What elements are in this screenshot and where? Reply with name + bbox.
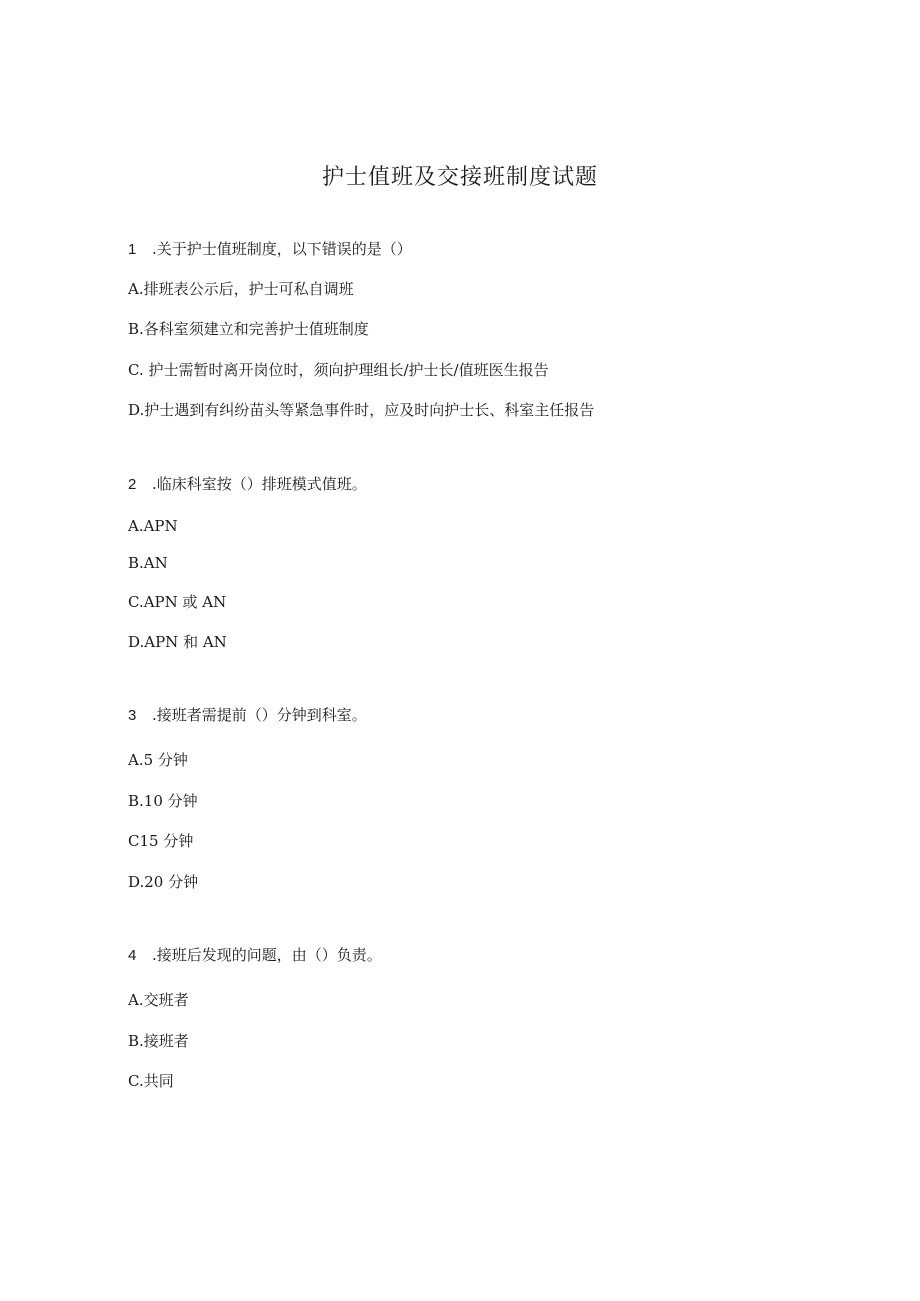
- question-1-option-a: A.排班表公示后，护士可私自调班: [128, 280, 354, 298]
- page-title: 护士值班及交接班制度试题: [321, 165, 598, 190]
- question-3-option-c: C15 分钟: [128, 832, 194, 850]
- question-text: .临床科室按（）排班模式值班。: [152, 475, 367, 493]
- question-1-option-c: C. 护士需暂时离开岗位时，须向护理组长/护士长/值班医生报告: [128, 361, 549, 379]
- question-3-option-b: B.10 分钟: [128, 792, 198, 810]
- question-3-option-d: D.20 分钟: [128, 873, 199, 891]
- question-number: 2: [128, 476, 137, 493]
- question-4-option-b: B.接班者: [128, 1032, 189, 1050]
- question-2-option-b: B.AN: [128, 554, 168, 572]
- question-number: 1: [128, 241, 137, 258]
- question-text: .接班后发现的问题，由（）负责。: [152, 946, 382, 964]
- question-2-stem: [128, 474, 367, 495]
- question-text: .接班者需提前（）分钟到科室。: [152, 706, 367, 724]
- question-4-option-a: A.交班者: [128, 991, 189, 1009]
- question-text: .关于护士值班制度，以下错误的是（）: [152, 240, 412, 258]
- question-2-option-a: A.APN: [128, 517, 178, 535]
- question-number: 4: [128, 947, 137, 964]
- question-number: 3: [128, 707, 137, 724]
- question-1-stem: [128, 239, 412, 260]
- question-3-option-a: A.5 分钟: [128, 751, 188, 769]
- question-2-option-d: D.APN 和 AN: [128, 633, 227, 651]
- question-4-option-c: C.共同: [128, 1072, 174, 1090]
- question-3-stem: [128, 705, 367, 726]
- question-2-option-c: C.APN 或 AN: [128, 593, 227, 611]
- question-1-option-b: B.各科室须建立和完善护士值班制度: [128, 320, 369, 338]
- question-4-stem: [128, 945, 382, 966]
- question-1-option-d: D.护士遇到有纠纷苗头等紧急事件时，应及时向护士长、科室主任报告: [128, 401, 595, 419]
